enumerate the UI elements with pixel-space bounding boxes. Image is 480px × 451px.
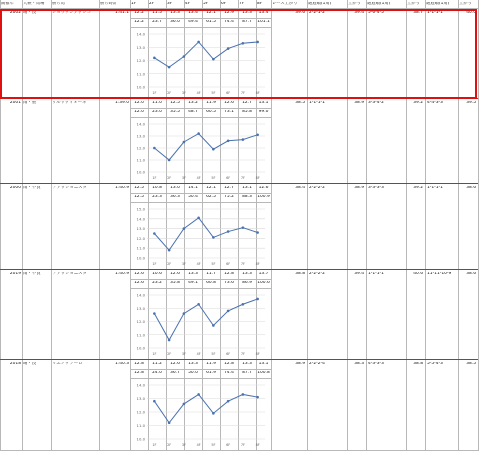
lap-time: 13.3 <box>188 272 198 276</box>
data-point <box>153 147 156 150</box>
data-point <box>256 298 259 301</box>
cumulative-time: 23.7 <box>152 20 162 24</box>
data-point <box>168 422 171 425</box>
cumulative-time: 24.0 <box>152 371 162 375</box>
y-tick-label: 13.0 <box>136 396 145 401</box>
race-winner: ショウナンアデシコ <box>52 11 92 15</box>
lap-row-line <box>130 369 271 370</box>
lap-time: 12.7 <box>224 186 234 190</box>
lap-time: 12.7 <box>242 101 252 105</box>
column-gridline <box>51 0 52 451</box>
data-point <box>183 55 186 58</box>
cumulative-time: 12.5 <box>134 195 144 199</box>
x-tick-label: 7F <box>240 91 245 95</box>
x-tick-label: 8F <box>255 352 260 356</box>
data-point <box>242 138 245 141</box>
race-weather: 雨・不良 <box>23 186 41 190</box>
y-tick-label: 11.0 <box>136 332 145 338</box>
lap-time: 14.1 <box>188 186 198 190</box>
data-point <box>168 66 171 69</box>
lap-time: 12.1 <box>206 11 216 15</box>
passing-order-3: 1-1-1-1 <box>427 186 443 190</box>
x-tick-label: 8F <box>255 443 260 447</box>
race-weather: 晴・良 <box>23 11 37 15</box>
cumulative-time: 86.9 <box>242 281 252 285</box>
x-tick-label: 1F <box>152 443 157 447</box>
cumulative-time: 36.7 <box>170 371 180 375</box>
data-point <box>227 47 230 50</box>
header-cell: 7F <box>239 2 245 6</box>
data-point <box>256 41 259 44</box>
agari-3: 39.5 <box>466 101 476 105</box>
column-gridline <box>307 0 308 451</box>
passing-order-3: 11-11-10-9 <box>427 272 452 276</box>
lap-time: 13.3 <box>188 362 198 366</box>
agari-1: 38.9 <box>354 186 364 190</box>
cumulative-time: 12.8 <box>134 371 144 375</box>
cumulative-time: 12.0 <box>134 110 144 114</box>
data-point <box>183 312 186 315</box>
cumulative-time: 49.1 <box>188 281 198 285</box>
data-point <box>212 236 215 239</box>
series-line <box>154 42 257 67</box>
cumulative-time: 12.6 <box>134 281 144 285</box>
column-gridline <box>458 0 459 451</box>
column-gridline <box>406 0 407 451</box>
header-cell: 3F <box>167 2 173 6</box>
data-point <box>242 42 245 45</box>
passing-order-3: 5-5-4-3 <box>427 362 443 366</box>
cumulative-time: 100.8 <box>257 371 270 375</box>
lap-time: 12.8 <box>134 362 144 366</box>
race-winner: ファッショニスタ <box>52 272 87 276</box>
race-winner: ファッショニスタ <box>52 186 87 190</box>
agari-2: 38.8 <box>413 362 423 366</box>
y-tick-label: 14.0 <box>136 121 145 127</box>
agari-2: 39.2 <box>413 101 423 105</box>
y-tick-label: 11.0 <box>136 423 145 428</box>
cumulative-time: 99.0 <box>258 110 269 114</box>
passing-order-1: 1-1-1-1 <box>309 101 325 105</box>
x-tick-label: 6F <box>226 262 231 266</box>
y-tick-label: 12.0 <box>136 409 145 415</box>
passing-order-3: 4-4-3-3 <box>427 101 443 105</box>
cumulative-time: 50.0 <box>188 371 198 375</box>
lap-time: 12.6 <box>134 272 144 276</box>
cumulative-time: 50.4 <box>188 195 198 199</box>
lap-chart <box>131 290 271 357</box>
cumulative-time: 100.9 <box>257 195 270 199</box>
cumulative-time: 101.1 <box>257 20 270 24</box>
cumulative-time: 85.8 <box>242 110 252 114</box>
data-point <box>168 339 171 342</box>
data-point <box>168 159 171 162</box>
data-point <box>242 303 245 306</box>
x-tick-label: 2F <box>167 262 172 266</box>
data-point <box>183 403 186 406</box>
data-point <box>256 396 259 399</box>
lap-time: 12.8 <box>224 362 234 366</box>
x-tick-label: 3F <box>181 91 186 95</box>
race-agari: 38.4 <box>295 186 305 190</box>
header-cell: 8F <box>257 2 263 6</box>
x-tick-label: 8F <box>255 262 260 266</box>
x-tick-label: 8F <box>255 176 260 180</box>
cumulative-time: 23.2 <box>152 281 162 285</box>
passing-order-2: 3-3-4-2 <box>368 101 384 105</box>
agari-2: 39.2 <box>413 186 423 190</box>
data-point <box>153 312 156 315</box>
header-cell: 天候・馬場 <box>23 2 45 6</box>
x-tick-label: 4F <box>196 91 201 95</box>
column-gridline <box>425 0 426 451</box>
header-cell: 通過順(1角) <box>426 2 450 6</box>
agari-3: 38.5 <box>466 362 476 366</box>
lap-time: 11.9 <box>206 101 216 105</box>
x-tick-label: 2F <box>167 176 172 180</box>
y-tick-label: 13.0 <box>136 44 145 50</box>
data-point <box>197 217 200 220</box>
data-point <box>212 412 215 415</box>
y-tick-label: 13.0 <box>136 226 145 232</box>
data-point <box>197 132 200 135</box>
header-cell: 6F <box>221 2 227 6</box>
race-year: 2019 <box>9 272 21 276</box>
data-point <box>183 141 186 144</box>
cumulative-time: 60.8 <box>206 281 216 285</box>
header-cell: 5F <box>203 2 209 6</box>
passing-order-3: 1-1-1-1 <box>427 11 443 15</box>
data-point <box>227 310 230 313</box>
cum-row-line <box>130 117 271 118</box>
y-tick-label: 14.0 <box>136 31 145 37</box>
data-point <box>227 400 230 403</box>
x-tick-label: 1F <box>152 176 157 180</box>
header-cell: 4F <box>185 2 191 6</box>
lap-time: 13.3 <box>170 11 180 15</box>
x-tick-label: 7F <box>240 176 245 180</box>
data-point <box>256 134 259 137</box>
data-point <box>168 249 171 252</box>
race-winner: リエノテソーロ <box>52 362 83 366</box>
cumulative-time: 100.6 <box>257 281 270 285</box>
lap-chart <box>131 380 271 448</box>
header-cell: 上がり <box>459 2 472 6</box>
passing-order-2: 5-6-4-5 <box>368 11 384 15</box>
x-tick-label: 6F <box>226 176 231 180</box>
x-tick-label: 3F <box>181 443 186 447</box>
lap-time: 10.6 <box>152 272 162 276</box>
data-point <box>256 231 259 234</box>
race-year: 2001 <box>9 101 21 105</box>
y-tick-label: 10.0 <box>136 169 145 175</box>
data-point <box>212 58 215 61</box>
data-point <box>212 324 215 327</box>
lap-time: 13.1 <box>258 362 269 366</box>
x-tick-label: 4F <box>196 176 201 180</box>
passing-order-1: 2-2-1-2 <box>309 11 325 15</box>
lap-time: 13.0 <box>170 186 180 190</box>
y-tick-label: 11.0 <box>136 71 145 77</box>
x-tick-label: 7F <box>240 352 245 356</box>
data-point <box>153 232 156 235</box>
lap-time: 13.4 <box>258 11 269 15</box>
y-tick-label: 13.0 <box>136 305 145 311</box>
cumulative-time: 61.5 <box>206 20 216 24</box>
cumulative-time: 36.0 <box>170 20 180 24</box>
race-agari: 38.5 <box>295 101 305 105</box>
data-point <box>242 226 245 229</box>
race-year: 2018 <box>9 362 21 366</box>
lap-time: 12.0 <box>134 101 144 105</box>
passing-order-1: 2-2-2-2 <box>309 272 325 276</box>
race-winner: サルサディオーネ <box>52 101 87 105</box>
lap-row-line <box>130 279 271 280</box>
x-tick-label: 5F <box>211 91 216 95</box>
column-gridline <box>478 0 479 451</box>
header-cell: 勝ち馬 <box>52 2 65 6</box>
race-bottom-line <box>0 269 478 270</box>
cumulative-time: 73.1 <box>224 110 234 114</box>
race-time: 1:40.3 <box>114 362 129 366</box>
cumulative-time: 60.5 <box>206 110 216 114</box>
lap-time: 11.7 <box>206 272 216 276</box>
cumulative-time: 35.8 <box>170 281 180 285</box>
x-tick-label: 5F <box>211 352 216 356</box>
column-gridline <box>347 0 348 451</box>
agari-1: 39.4 <box>354 11 364 15</box>
lap-time: 10.8 <box>152 186 162 190</box>
lap-time: 13.1 <box>258 101 269 105</box>
cumulative-time: 23.3 <box>152 195 162 199</box>
y-tick-label: 12.0 <box>136 145 145 151</box>
y-tick-label: 10.0 <box>136 436 145 442</box>
race-agari: 38.8 <box>295 272 305 276</box>
lap-row-line <box>130 108 271 109</box>
race-year: 2002 <box>9 11 21 15</box>
x-tick-label: 5F <box>211 262 216 266</box>
x-tick-label: 7F <box>240 262 245 266</box>
lap-time: 12.1 <box>206 186 216 190</box>
passing-order-2: 3-3-3-3 <box>368 186 384 190</box>
lap-chart <box>131 29 271 96</box>
data-point <box>242 393 245 396</box>
y-tick-label: 10.0 <box>136 345 145 351</box>
agari-2: 38.7 <box>413 11 423 15</box>
y-tick-label: 11.0 <box>136 157 145 163</box>
header-cell: 1F <box>131 2 137 6</box>
header-cell: 上がり <box>348 2 361 6</box>
y-tick-label: 13.0 <box>136 133 145 139</box>
cumulative-time: 73.6 <box>224 281 234 285</box>
cum-row-line <box>130 202 271 203</box>
agari-3: 38.6 <box>466 272 476 276</box>
race-bottom-line <box>0 183 478 184</box>
lap-time: 12.2 <box>134 11 144 15</box>
agari-2: 40.6 <box>413 272 423 276</box>
lap-time: 13.2 <box>188 101 198 105</box>
cumulative-time: 62.5 <box>206 195 216 199</box>
race-weather: 雨・重 <box>23 101 37 105</box>
cum-row-line <box>130 288 271 289</box>
data-point <box>183 227 186 230</box>
lap-time: 12.6 <box>258 186 269 190</box>
y-tick-label: 12.0 <box>136 58 145 63</box>
y-tick-label: 12.0 <box>136 319 145 324</box>
header-cell: レース上がり <box>272 2 298 6</box>
x-tick-label: 7F <box>240 443 245 447</box>
cumulative-time: 74.4 <box>224 371 234 375</box>
x-tick-label: 3F <box>181 352 186 356</box>
header-cell: 勝ち時計 <box>100 2 118 6</box>
header-cell: 上がり <box>407 2 420 6</box>
race-weather: 雨・不良 <box>23 272 41 276</box>
race-time: 1:39.0 <box>114 101 129 105</box>
y-tick-label: 14.0 <box>136 292 145 298</box>
lap-time: 13.3 <box>242 272 252 276</box>
cumulative-time: 36.3 <box>170 195 180 199</box>
header-cell: 2F <box>149 2 155 6</box>
lap-time: 13.3 <box>242 11 252 15</box>
x-tick-label: 1F <box>152 262 157 266</box>
lap-time: 13.7 <box>258 272 269 276</box>
column-gridline <box>366 0 367 451</box>
lap-time: 11.9 <box>206 362 216 366</box>
lap-row-line <box>130 18 271 19</box>
race-time: 1:40.9 <box>114 272 129 276</box>
data-point <box>197 41 200 44</box>
cumulative-time: 48.7 <box>188 110 198 114</box>
x-tick-label: 5F <box>211 443 216 447</box>
cumulative-time: 49.4 <box>188 20 198 24</box>
data-point <box>197 303 200 306</box>
y-tick-label: 12.0 <box>136 235 145 241</box>
y-tick-label: 11.0 <box>136 245 145 251</box>
data-point <box>197 393 200 396</box>
x-tick-label: 4F <box>196 443 201 447</box>
race-bottom-line <box>0 98 478 99</box>
data-point <box>153 400 156 403</box>
x-tick-label: 1F <box>152 91 157 95</box>
series-line <box>154 218 257 250</box>
race-weather: 晴・良 <box>23 362 37 366</box>
x-tick-label: 5F <box>211 176 216 180</box>
lap-time: 12.9 <box>224 11 234 15</box>
x-tick-label: 6F <box>226 443 231 447</box>
column-gridline <box>22 0 23 451</box>
cum-row-line <box>130 27 271 28</box>
lap-time: 12.5 <box>134 186 144 190</box>
agari-1: 38.3 <box>354 362 364 366</box>
cumulative-time: 87.7 <box>242 20 252 24</box>
header-cell: 通過順(1角) <box>308 2 332 6</box>
cumulative-time: 74.4 <box>224 20 234 24</box>
cumulative-time: 23.0 <box>152 110 162 114</box>
race-agari: 39.6 <box>295 11 305 15</box>
cumulative-time: 61.9 <box>206 371 216 375</box>
x-tick-label: 2F <box>167 91 172 95</box>
race-time: 1:41.1 <box>114 11 129 15</box>
lap-time: 12.6 <box>170 362 180 366</box>
lap-time: 11.2 <box>152 362 162 366</box>
lap-time: 13.4 <box>188 11 198 15</box>
agari-3: 40.0 <box>466 11 476 15</box>
x-tick-label: 2F <box>167 352 172 356</box>
passing-order-2: 4-3-3-3 <box>368 362 384 366</box>
x-tick-label: 6F <box>226 91 231 95</box>
race-time: 1:40.9 <box>114 186 129 190</box>
data-point <box>227 140 230 143</box>
lap-time: 12.6 <box>170 272 180 276</box>
passing-order-2: 1-1-1-1 <box>368 272 384 276</box>
passing-order-1: 2-2-2-2 <box>309 186 325 190</box>
header-cell: 開催年 <box>1 2 14 6</box>
race-agari: 38.9 <box>295 362 305 366</box>
lap-time: 12.6 <box>224 101 234 105</box>
passing-order-1: 2-2-2-4 <box>309 362 325 366</box>
cumulative-time: 88.3 <box>242 195 252 199</box>
race-bottom-line <box>0 359 478 360</box>
column-gridline <box>99 0 100 451</box>
cumulative-time: 35.5 <box>170 110 180 114</box>
data-point <box>212 148 215 151</box>
agari-3: 38.6 <box>466 186 476 190</box>
series-line <box>154 134 257 160</box>
lap-chart <box>131 119 271 181</box>
header-cell: 通過順(1角) <box>367 2 391 6</box>
cumulative-time: 12.2 <box>134 20 144 24</box>
data-point <box>153 57 156 60</box>
lap-time: 11.5 <box>152 11 162 15</box>
column-gridline <box>0 0 1 451</box>
y-tick-label: 14.0 <box>136 382 145 388</box>
lap-time: 12.5 <box>170 101 180 105</box>
x-tick-label: 2F <box>167 443 172 447</box>
x-tick-label: 3F <box>181 262 186 266</box>
lap-chart <box>131 204 271 267</box>
y-tick-label: 15.0 <box>136 206 145 212</box>
race-year: 2000 <box>9 186 21 190</box>
cum-row-line <box>130 378 271 379</box>
x-tick-label: 1F <box>152 352 157 356</box>
lap-row-line <box>130 193 271 194</box>
cumulative-time: 87.7 <box>242 371 252 375</box>
lap-time: 13.3 <box>242 362 252 366</box>
column-gridline <box>271 0 272 451</box>
y-tick-label: 10.0 <box>136 84 145 90</box>
x-tick-label: 4F <box>196 352 201 356</box>
agari-1: 38.9 <box>354 101 364 105</box>
agari-1: 39.4 <box>354 272 364 276</box>
x-tick-label: 3F <box>181 176 186 180</box>
lap-time: 11.0 <box>152 101 162 105</box>
x-tick-label: 6F <box>226 352 231 356</box>
lap-time: 13.1 <box>242 186 252 190</box>
cumulative-time: 75.2 <box>224 195 234 199</box>
x-tick-label: 8F <box>255 91 260 95</box>
lap-time: 12.8 <box>224 272 234 276</box>
x-tick-label: 4F <box>196 262 201 266</box>
y-tick-label: 10.0 <box>136 255 145 261</box>
data-point <box>227 230 230 233</box>
y-tick-label: 14.0 <box>136 216 145 222</box>
